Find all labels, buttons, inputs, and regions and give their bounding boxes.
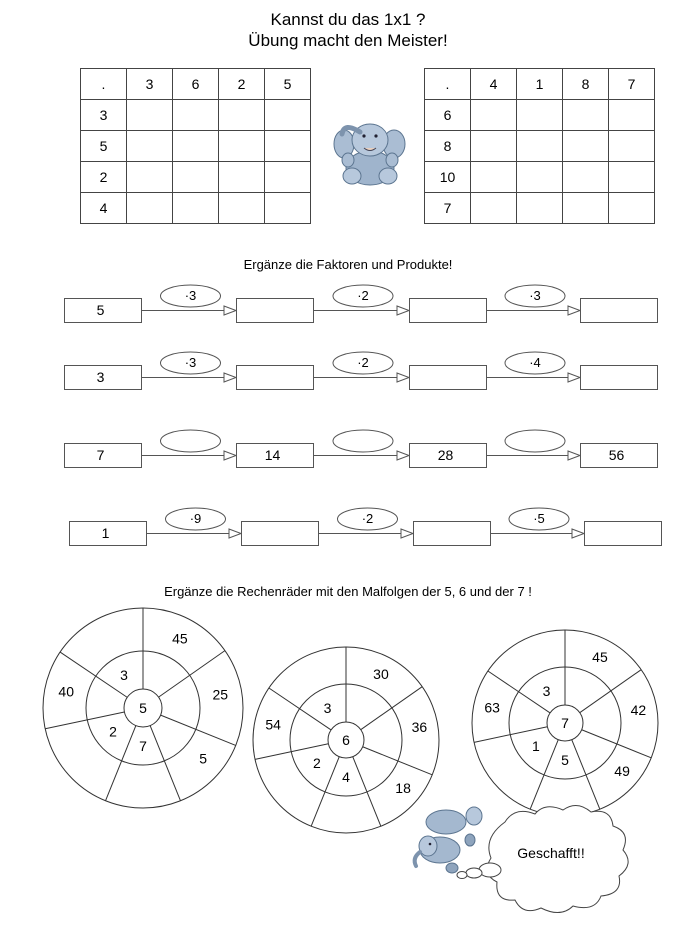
wheel-outer-value[interactable]: 40 <box>58 683 75 700</box>
row-header: 4 <box>81 193 127 224</box>
wheel-outer-value[interactable]: 36 <box>411 719 428 736</box>
chain-box-value: 3 <box>96 369 105 385</box>
arrow-head-icon <box>224 373 236 382</box>
chain-box[interactable] <box>410 299 487 323</box>
operator-label: ·9 <box>189 511 202 526</box>
chain-box-value: 28 <box>437 447 454 463</box>
wheels-layer <box>43 608 658 833</box>
thought-bubble <box>457 805 628 912</box>
row-header: 2 <box>81 162 127 193</box>
wheel-inner-value[interactable]: 3 <box>323 699 332 716</box>
arrow-head-icon <box>229 529 241 538</box>
chain-row <box>65 352 658 390</box>
chain-box[interactable] <box>581 299 658 323</box>
arrow-head-icon <box>572 529 584 538</box>
row-header: 7 <box>425 193 471 224</box>
wheel-inner-value[interactable]: 3 <box>120 667 128 684</box>
arrow-head-icon <box>224 451 236 460</box>
section-heading-factors: Ergänze die Faktoren und Produkte! <box>243 257 453 272</box>
operator-label: ·4 <box>529 355 541 370</box>
chain-box[interactable] <box>585 522 662 546</box>
col-header: 8 <box>563 69 609 100</box>
table-corner: . <box>81 69 127 100</box>
row-header: 6 <box>425 100 471 131</box>
chain-box[interactable] <box>242 522 319 546</box>
chain-row <box>65 430 658 468</box>
chain-box[interactable] <box>414 522 491 546</box>
title-line-2: Übung macht den Meister! <box>248 31 448 50</box>
col-header: 2 <box>219 69 265 100</box>
operator-oval[interactable] <box>333 430 393 452</box>
bubble-text: Geschafft!! <box>517 845 585 861</box>
chains-layer <box>65 285 662 546</box>
row-header: 8 <box>425 131 471 162</box>
operator-label: ·2 <box>361 511 374 526</box>
chain-box[interactable] <box>410 366 487 390</box>
arrow-head-icon <box>397 373 409 382</box>
col-header: 6 <box>173 69 219 100</box>
title-line-1: Kannst du das 1x1 ? <box>270 10 426 29</box>
chain-box[interactable] <box>237 366 314 390</box>
wheel-inner-value[interactable]: 7 <box>139 738 147 754</box>
wheel-outer-value[interactable]: 30 <box>373 666 389 683</box>
row-header: 5 <box>81 131 127 162</box>
arrow-head-icon <box>568 373 580 382</box>
arrow-head-icon <box>397 451 409 460</box>
wheel-outer-value[interactable]: 42 <box>630 702 647 719</box>
chain-box[interactable] <box>581 366 658 390</box>
chain-box-value: 1 <box>101 525 110 541</box>
chain-row <box>70 508 662 546</box>
chain-box-value: 56 <box>608 447 625 463</box>
col-header: 7 <box>609 69 655 100</box>
wheel-inner-value[interactable]: 1 <box>531 737 540 754</box>
arrow-head-icon <box>568 451 580 460</box>
col-header: 1 <box>517 69 563 100</box>
wheel-center-value: 5 <box>139 700 147 716</box>
operator-label: ·3 <box>529 288 541 303</box>
chain-box[interactable] <box>237 299 314 323</box>
operator-label: ·2 <box>357 288 369 303</box>
arrow-head-icon <box>568 306 580 315</box>
row-header: 3 <box>81 100 127 131</box>
wheel-inner-value[interactable]: 2 <box>312 754 321 771</box>
operator-oval[interactable] <box>161 430 221 452</box>
section-heading-wheels: Ergänze die Rechenräder mit den Malfolgen der 5, 6 und der 7 ! <box>164 584 532 599</box>
wheel-outer-value[interactable]: 54 <box>265 716 281 733</box>
wheel-outer-value[interactable]: 18 <box>395 779 411 796</box>
row-header: 10 <box>425 162 471 193</box>
chain-row <box>65 285 658 323</box>
table-corner: . <box>425 69 471 100</box>
wheel-inner-value[interactable]: 5 <box>561 752 569 768</box>
operator-label: ·2 <box>357 355 369 370</box>
wheel-outer-value[interactable]: 49 <box>614 762 630 779</box>
arrow-head-icon <box>397 306 409 315</box>
calculation-wheel <box>43 608 243 808</box>
col-header: 5 <box>265 69 311 100</box>
col-header: 4 <box>471 69 517 100</box>
wheel-outer-value[interactable]: 45 <box>592 649 608 666</box>
wheel-inner-value[interactable]: 2 <box>109 723 117 740</box>
wheel-center-value: 6 <box>342 732 350 748</box>
arrow-head-icon <box>224 306 236 315</box>
wheel-center-value: 7 <box>561 715 569 731</box>
chain-box-value: 5 <box>96 302 105 318</box>
calculation-wheel <box>472 630 658 816</box>
chain-box-value: 14 <box>264 447 281 463</box>
wheel-outer-value[interactable]: 63 <box>484 699 500 716</box>
operator-label: ·3 <box>184 288 197 303</box>
operator-oval[interactable] <box>505 430 565 452</box>
wheel-outer-value[interactable]: 25 <box>212 686 229 703</box>
chain-box-value: 7 <box>96 447 105 463</box>
elephants-icon <box>415 807 482 873</box>
operator-label: ·5 <box>533 511 545 526</box>
wheel-outer-value[interactable]: 5 <box>199 750 208 767</box>
wheel-outer-value[interactable]: 45 <box>172 630 188 647</box>
calculation-wheel <box>253 647 439 833</box>
arrow-head-icon <box>401 529 413 538</box>
wheel-inner-value[interactable]: 4 <box>342 769 350 785</box>
wheel-inner-value[interactable]: 3 <box>542 682 551 699</box>
col-header: 3 <box>127 69 173 100</box>
operator-label: ·3 <box>184 355 197 370</box>
